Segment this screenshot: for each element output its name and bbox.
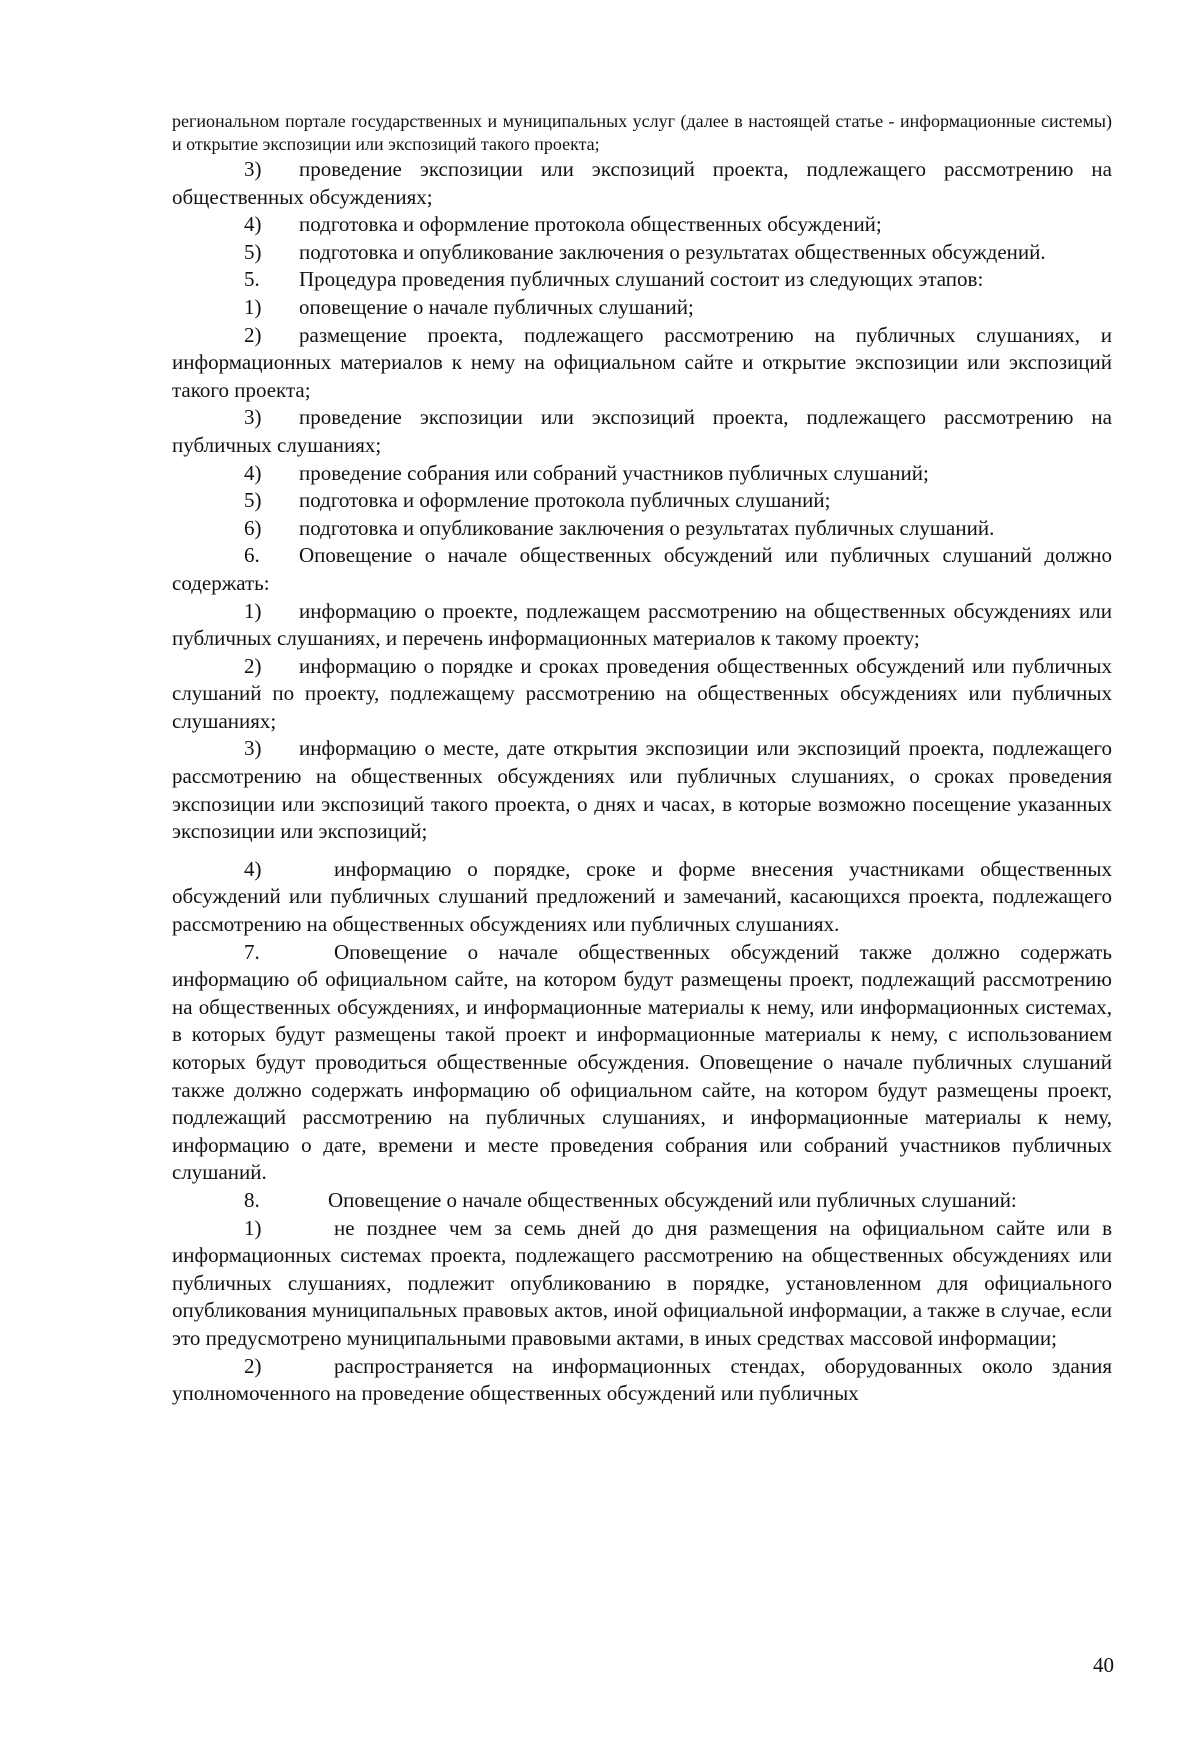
list-item: [172, 460, 1112, 488]
item-number: 1): [244, 598, 262, 623]
paragraph-continuation: региональном портале государственных и муниципальных услуг (далее в настоящей статье - информационные системы) и открытие экспозиции или экспозиций такого проекта;: [172, 111, 1112, 154]
list-item: [172, 515, 1112, 543]
item-text: проведение экспозиции или экспозиций проекта, подлежащего рассмотрению на публичных слушаниях;: [172, 405, 1112, 457]
item-text: информацию о порядке и сроках проведения общественных обсуждений или публичных слушаний по проекту, подлежащему рассмотрению на общественных обсуждениях или публичных слушаниях;: [172, 653, 1112, 733]
list-item: [172, 211, 1112, 239]
item-text: информацию о месте, дате открытия экспозиции или экспозиций проекта, подлежащего рассмотрению на общественных обсуждениях или публичных слушаниях, о сроках проведения экспозиции или экспозиций такого проекта, о днях и часах, в которые возможно посещение указанных экспозиции или экспозиций;: [172, 736, 1112, 844]
item-text: Оповещение о начале общественных обсуждений или публичных слушаний:: [328, 1187, 1017, 1212]
item-text: информацию о проекте, подлежащем рассмотрению на общественных обсуждениях или публичных слушаниях, и перечень информационных материалов к такому проекту;: [172, 598, 1112, 651]
item-number: 1): [244, 1215, 262, 1240]
list-item: [172, 294, 1112, 322]
item-text: Оповещение о начале общественных обсуждений также должно содержать информацию об официальном сайте, на котором будут размещены проект, подлежащий рассмотрению на общественных обсуждениях, и информационные материалы к нему, или информационных системах, в которых будут размещены такой проект и информационные материалы к нему, с использованием которых будут проводиться общественные обсуждения. Оповещение о начале публичных слушаний также должно содержать информацию об официальном сайте, на котором будут размещены проект, подлежащий рассмотрению на публичных слушаниях, и информационные материалы к нему, информацию о дате, времени и месте проведения собрания или собраний участников публичных слушаний.: [172, 939, 1112, 1185]
item-number: 2): [244, 653, 262, 678]
item-number: 3): [244, 405, 262, 430]
item-text: оповещение о начале публичных слушаний;: [299, 294, 694, 319]
item-number: 8.: [244, 1187, 260, 1212]
list-item: [172, 404, 1112, 459]
item-text: распространяется на информационных стендах, оборудованных около здания уполномоченного на проведение общественных обсуждений или публичных: [172, 1353, 1112, 1406]
item-text: подготовка и оформление протокола публичных слушаний;: [299, 488, 831, 513]
item-text: подготовка и оформление протокола общественных обсуждений;: [299, 212, 882, 237]
list-item: [172, 156, 1112, 211]
item-number: 6.: [244, 543, 260, 568]
item-number: 7.: [244, 939, 260, 964]
list-item: [172, 1215, 1112, 1353]
page-number: 40: [1093, 1653, 1114, 1677]
item-number: 2): [244, 1353, 262, 1378]
item-number: 4): [244, 460, 262, 485]
list-item: [172, 939, 1112, 1187]
list-item: [172, 598, 1112, 653]
item-number: 4): [244, 856, 262, 881]
item-number: 2): [244, 322, 262, 347]
list-item: [172, 735, 1112, 845]
item-number: 1): [244, 294, 262, 319]
item-number: 4): [244, 212, 262, 237]
item-text: Оповещение о начале общественных обсуждений или публичных слушаний должно содержать:: [172, 543, 1112, 595]
list-item: [172, 1353, 1112, 1408]
item-number: 3): [244, 736, 262, 761]
item-text: проведение экспозиции или экспозиций проекта, подлежащего рассмотрению на общественных обсуждениях;: [172, 157, 1112, 209]
item-text: не позднее чем за семь дней до дня размещения на официальном сайте или в информационных системах проекта, подлежащего рассмотрению на общественных обсуждениях или публичных слушаниях, подлежит опубликованию в порядке, установленном для официального опубликования муниципальных правовых актов, иной официальной информации, а также в случае, если это предусмотрено муниципальными правовыми актами, в иных средствах массовой информации;: [172, 1215, 1112, 1350]
document-page: [172, 110, 1112, 1408]
item-text: Процедура проведения публичных слушаний состоит из следующих этапов:: [299, 267, 984, 292]
list-item: [172, 1187, 1112, 1215]
item-number: 3): [244, 157, 262, 181]
item-text: подготовка и опубликование заключения о результатах публичных слушаний.: [299, 515, 995, 540]
item-number: 5.: [244, 267, 260, 292]
list-item: [172, 856, 1112, 939]
list-item: [172, 653, 1112, 736]
list-item: [172, 542, 1112, 597]
item-number: 5): [244, 488, 262, 513]
list-item: [172, 239, 1112, 267]
item-text: подготовка и опубликование заключения о результатах общественных обсуждений.: [299, 239, 1046, 264]
list-item: [172, 266, 1112, 294]
item-text: размещение проекта, подлежащего рассмотрению на публичных слушаниях, и информационных материалов к нему на официальном сайте и открытие экспозиции или экспозиций такого проекта;: [172, 322, 1112, 402]
list-item: [172, 322, 1112, 405]
item-number: 5): [244, 239, 262, 264]
item-number: 6): [244, 515, 262, 540]
item-text: проведение собрания или собраний участников публичных слушаний;: [299, 460, 929, 485]
list-item: [172, 487, 1112, 515]
item-text: информацию о порядке, сроке и форме внесения участниками общественных обсуждений или публичных слушаний предложений и замечаний, касающихся проекта, подлежащего рассмотрению на общественных обсуждениях или публичных слушаниях.: [172, 856, 1112, 937]
